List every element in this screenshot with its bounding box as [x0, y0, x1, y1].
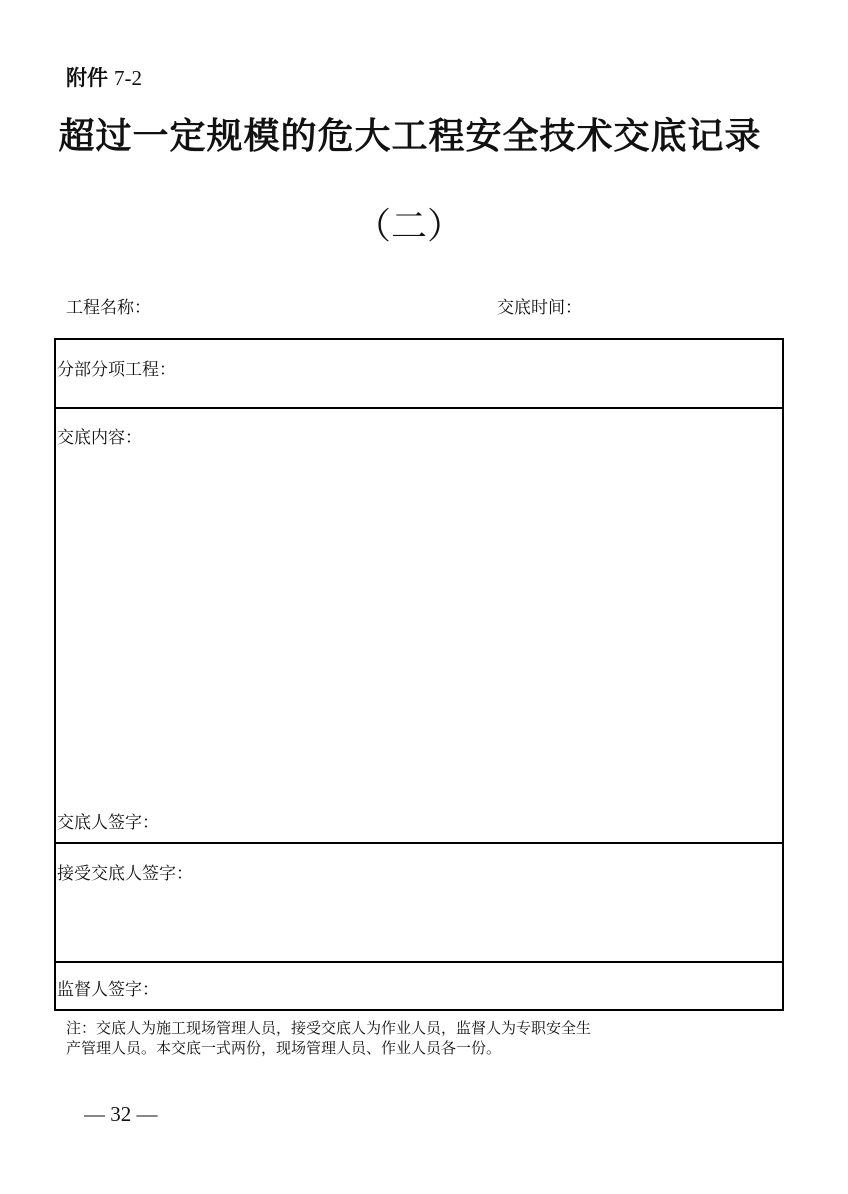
supervisor-row	[56, 961, 782, 1011]
footnote-line-1: 注：交底人为施工现场管理人员，接受交底人为作业人员，监督人为专职安全生	[66, 1019, 592, 1037]
sub-project-row	[56, 340, 782, 407]
receiver-row	[56, 842, 782, 961]
disclosure-time-label: 交底时间：	[497, 298, 582, 318]
receiver-signature-label: 接受交底人签字：	[57, 864, 193, 884]
footnote-line-2: 产管理人员。本交底一式两份，现场管理人员、作业人员各一份。	[66, 1039, 502, 1057]
document-subtitle: （二）	[354, 206, 463, 247]
sub-project-label: 分部分项工程：	[57, 360, 176, 380]
page-number: — 32 —	[84, 1102, 158, 1126]
project-name-label: 工程名称：	[66, 298, 151, 318]
attachment-title: 附件	[66, 66, 108, 90]
content-row	[56, 407, 782, 842]
record-table	[54, 338, 784, 1011]
supervisor-signature-label: 监督人签字：	[57, 980, 159, 1000]
discloser-signature-label: 交底人签字：	[57, 813, 159, 833]
footnote	[66, 1018, 766, 1058]
attachment-number: 7-2	[114, 66, 142, 90]
document-title: 超过一定规模的危大工程安全技术交底记录	[58, 115, 762, 157]
attachment-label	[66, 64, 142, 92]
disclosure-content-label: 交底内容：	[57, 428, 142, 448]
